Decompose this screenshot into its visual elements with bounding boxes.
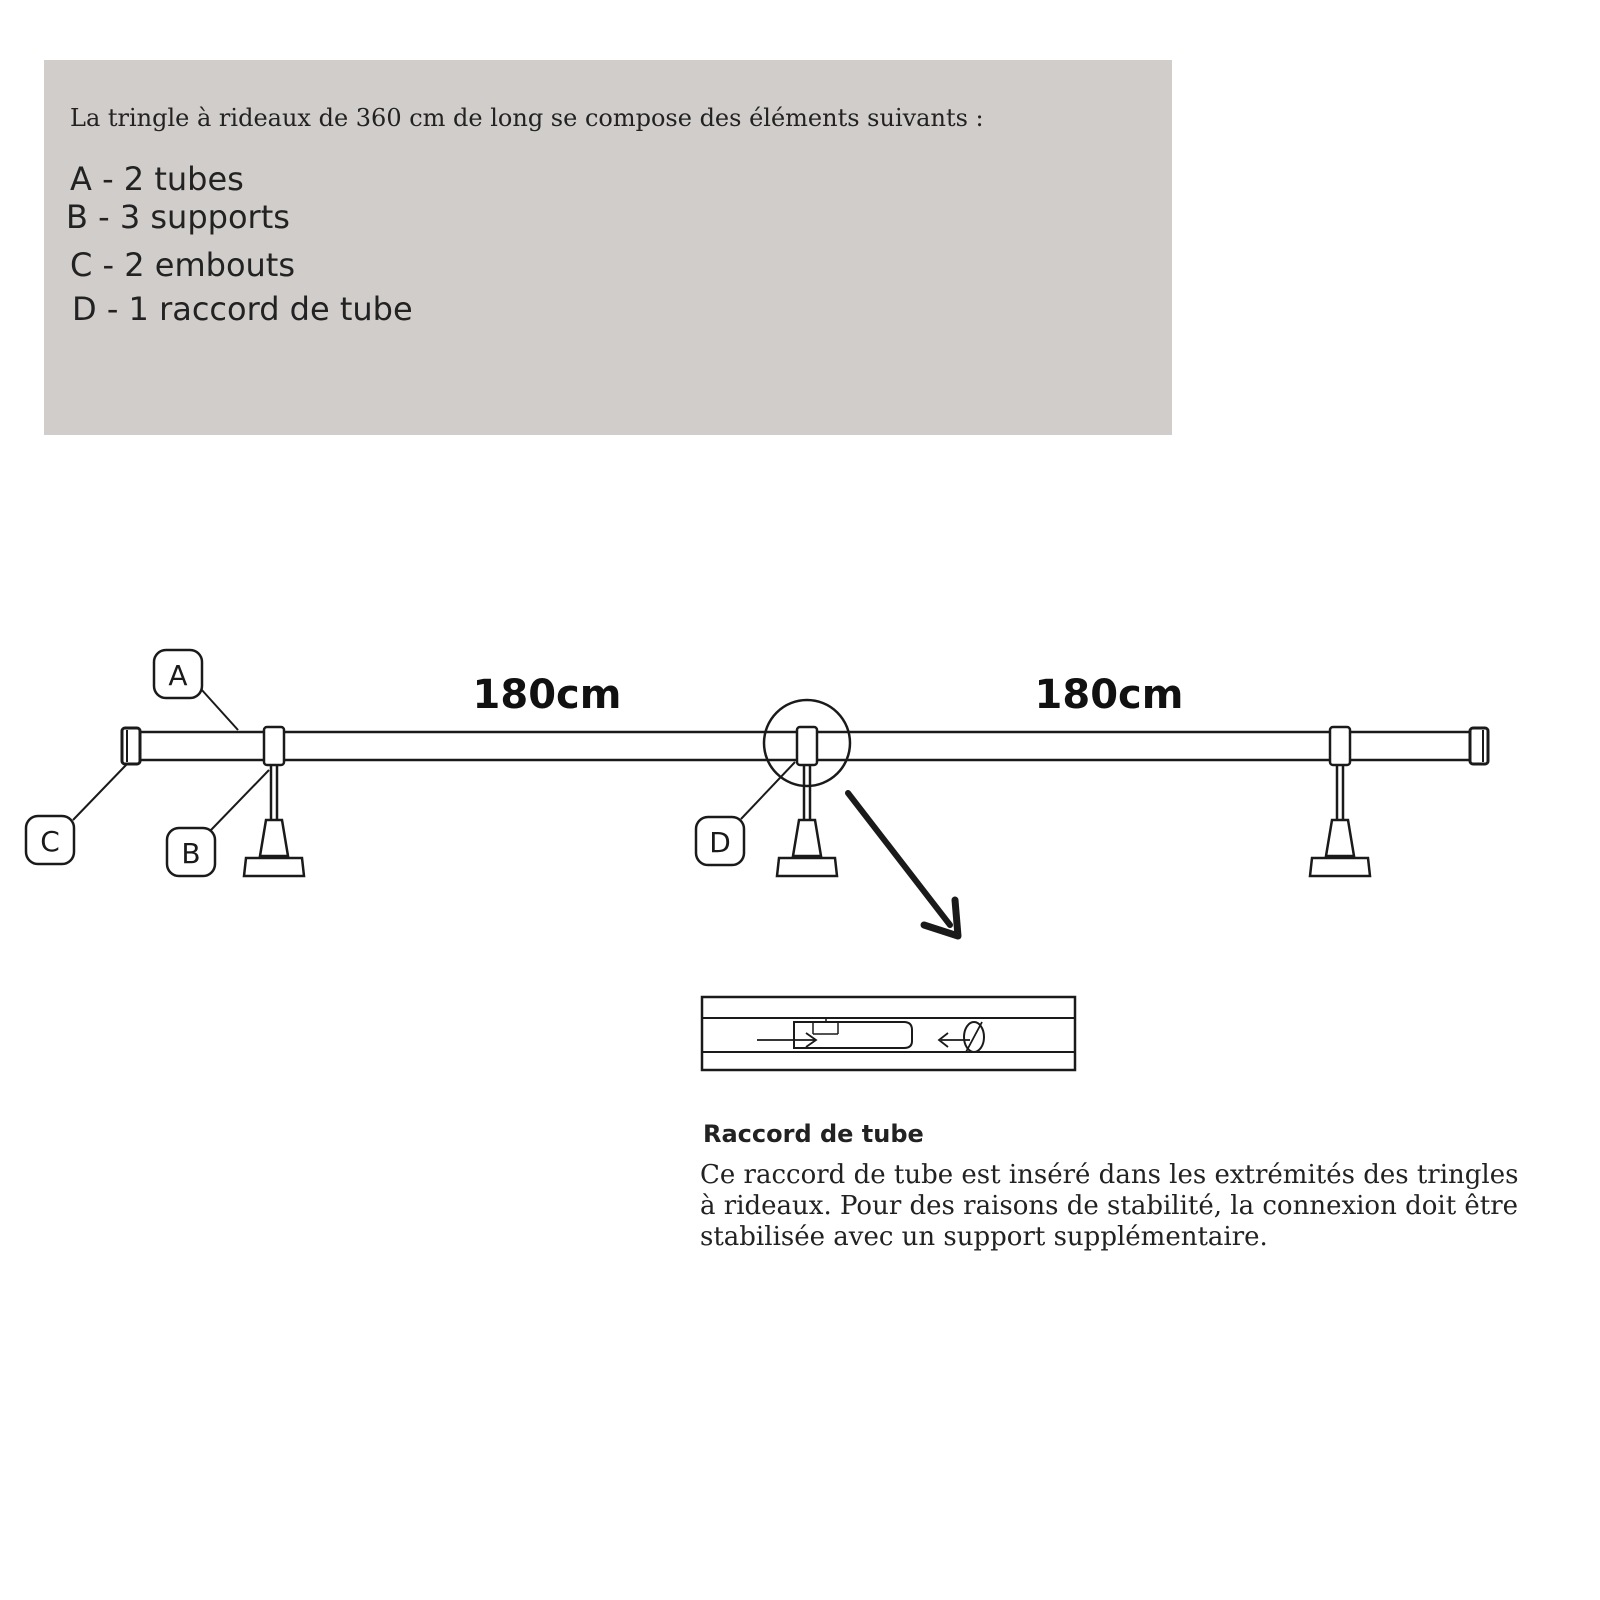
caption-body: Ce raccord de tube est inséré dans les extrémités des tringles à rideaux. Pour des raisons de stabilité, la connexion doit être stabilisée avec un support supplémentaire. bbox=[700, 1160, 1519, 1252]
part-item-b: B - 3 supports bbox=[66, 198, 290, 236]
callout-d-label: D bbox=[709, 826, 731, 859]
part-item-d: D - 1 raccord de tube bbox=[72, 290, 413, 328]
length-label-left: 180cm bbox=[472, 672, 622, 718]
length-label-right: 180cm bbox=[1034, 672, 1184, 718]
callout-d bbox=[696, 762, 795, 865]
callout-a bbox=[154, 650, 238, 730]
callout-b-label: B bbox=[181, 837, 201, 870]
parts-intro-text: La tringle à rideaux de 360 cm de long se compose des éléments suivants : bbox=[70, 104, 984, 132]
caption-title: Raccord de tube bbox=[703, 1120, 924, 1148]
end-cap-right bbox=[1470, 728, 1488, 764]
callout-c-label: C bbox=[40, 825, 60, 858]
callout-c bbox=[26, 764, 127, 864]
detail-arrow bbox=[848, 793, 958, 936]
part-item-c: C - 2 embouts bbox=[70, 246, 296, 284]
tube-connector-detail bbox=[702, 997, 1075, 1070]
callout-a-label: A bbox=[168, 659, 188, 692]
part-item-a: A - 2 tubes bbox=[70, 160, 244, 198]
end-cap-left bbox=[122, 728, 140, 764]
